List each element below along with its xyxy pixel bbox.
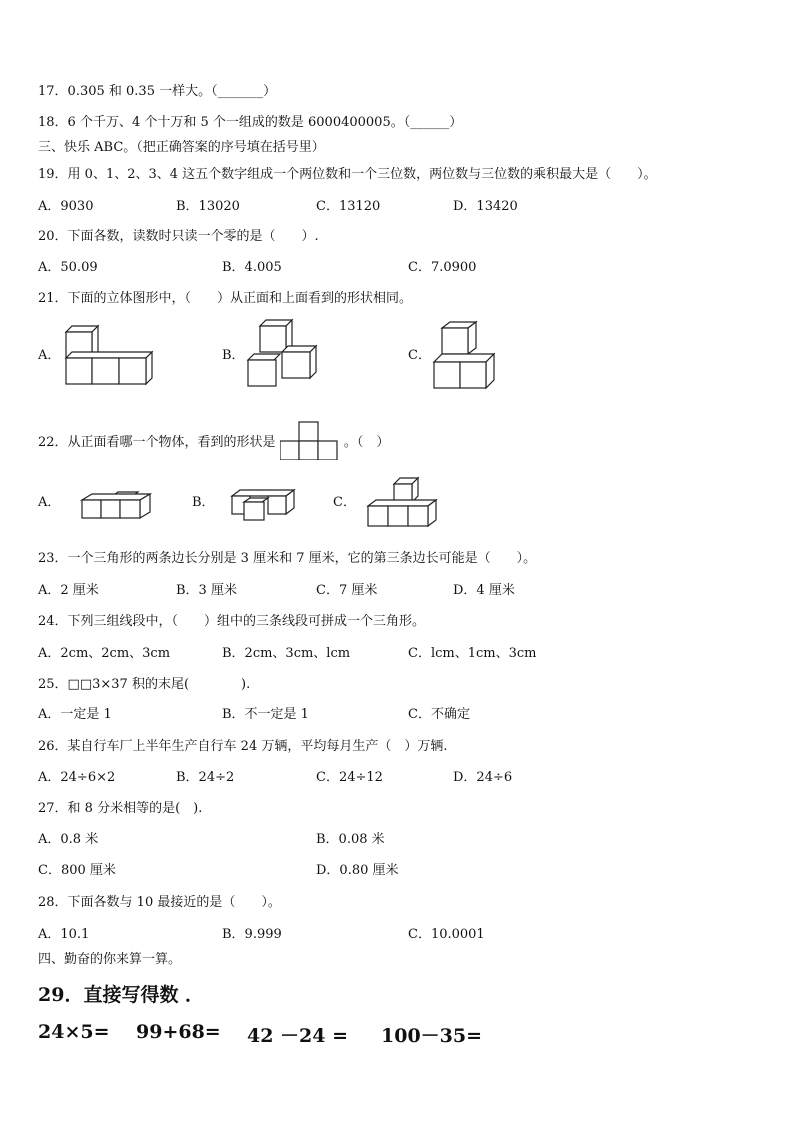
q27-option-c[interactable]: C．800 厘米 <box>38 863 116 878</box>
q22-front-view <box>280 420 340 460</box>
section-3-heading: 三、快乐 ABC。（把正确答案的序号填在括号里） <box>38 140 325 155</box>
q27-option-a[interactable]: A．0.8 米 <box>38 832 99 847</box>
q24-option-b[interactable]: B．2cm、3cm、lcm <box>222 646 351 661</box>
q20-option-b[interactable]: B．4.005 <box>222 260 282 275</box>
q22-figure-a <box>80 484 162 522</box>
question-21-stem: 21．下面的立体图形中，（ ）从正面和上面看到的形状相同。 <box>38 291 413 306</box>
q23-option-a[interactable]: A．2 厘米 <box>38 583 99 598</box>
q29-item-3: 42 －24 = <box>247 1025 349 1047</box>
q22-option-a[interactable]: A． <box>38 495 61 510</box>
q22-figure-b <box>230 486 302 526</box>
question-20-stem: 20．下面各数，读数时只读一个零的是（ ）. <box>38 229 319 244</box>
q19-option-c[interactable]: C．13120 <box>316 199 381 214</box>
q20-option-a[interactable]: A．50.09 <box>38 260 98 275</box>
q22-stem-text: 22．从正面看哪一个物体，看到的形状是 <box>38 435 276 450</box>
q23-option-d[interactable]: D．4 厘米 <box>453 583 515 598</box>
q28-option-c[interactable]: C．10.0001 <box>408 927 485 942</box>
q25-option-a[interactable]: A．一定是 1 <box>38 707 112 722</box>
q19-option-b[interactable]: B．13020 <box>176 199 240 214</box>
q25-option-c[interactable]: C．不确定 <box>408 707 470 722</box>
q23-option-c[interactable]: C．7 厘米 <box>316 583 378 598</box>
q21-option-c[interactable]: C． <box>408 348 431 363</box>
question-26-stem: 26．某自行车厂上半年生产自行车 24 万辆，平均每月生产（ ）万辆. <box>38 739 448 754</box>
question-28-stem: 28．下面各数与 10 最接近的是（ ）。 <box>38 895 281 910</box>
q21-figure-a <box>62 322 154 386</box>
q22-option-b[interactable]: B． <box>192 495 215 510</box>
question-23-stem: 23．一个三角形的两条边长分别是 3 厘米和 7 厘米，它的第三条边长可能是（ ）。 <box>38 551 537 566</box>
question-27-stem: 27．和 8 分米相等的是( ). <box>38 801 203 816</box>
question-19-stem: 19．用 0、1、2、3、4 这五个数字组成一个两位数和一个三位数，两位数与三位数的乘积最大是（ ）。 <box>38 167 657 182</box>
q22-option-c[interactable]: C． <box>333 495 356 510</box>
question-24-stem: 24．下列三组线段中，（ ）组中的三条线段可拼成一个三角形。 <box>38 614 426 629</box>
q27-option-b[interactable]: B．0.08 米 <box>316 832 385 847</box>
q29-item-2: 99+68= <box>136 1021 221 1043</box>
q24-option-c[interactable]: C．lcm、1cm、3cm <box>408 646 537 661</box>
q28-option-b[interactable]: B．9.999 <box>222 927 282 942</box>
question-17: 17．0.305 和 0.35 一样大。（_______） <box>38 84 277 99</box>
q25-option-b[interactable]: B．不一定是 1 <box>222 707 309 722</box>
q27-option-d[interactable]: D．0.80 厘米 <box>316 863 399 878</box>
q26-option-a[interactable]: A．24÷6×2 <box>38 770 116 785</box>
question-22-stem <box>38 420 389 460</box>
q26-option-d[interactable]: D．24÷6 <box>453 770 513 785</box>
question-29-title: 29．直接写得数 ． <box>38 984 205 1006</box>
q22-figure-c <box>366 476 438 530</box>
q28-option-a[interactable]: A．10.1 <box>38 927 90 942</box>
q26-option-b[interactable]: B．24÷2 <box>176 770 235 785</box>
question-25-stem: 25．□□3×37 积的末尾( ). <box>38 677 251 692</box>
q29-item-4: 100－35= <box>381 1025 483 1047</box>
q20-option-c[interactable]: C．7.0900 <box>408 260 477 275</box>
q23-option-b[interactable]: B．3 厘米 <box>176 583 237 598</box>
q26-option-c[interactable]: C．24÷12 <box>316 770 383 785</box>
q21-figure-b <box>246 318 320 390</box>
section-4-heading: 四、勤奋的你来算一算。 <box>38 952 182 967</box>
q21-figure-c <box>432 320 498 392</box>
q29-item-1: 24×5= <box>38 1021 110 1043</box>
q22-stem-tail: 。（ ） <box>343 435 390 450</box>
question-18: 18．6 个千万、4 个十万和 5 个一组成的数是 6000400005。（______） <box>38 115 463 130</box>
q19-option-a[interactable]: A．9030 <box>38 199 94 214</box>
q21-option-b[interactable]: B． <box>222 348 245 363</box>
q21-option-a[interactable]: A． <box>38 348 61 363</box>
q24-option-a[interactable]: A．2cm、2cm、3cm <box>38 646 171 661</box>
q19-option-d[interactable]: D．13420 <box>453 199 518 214</box>
